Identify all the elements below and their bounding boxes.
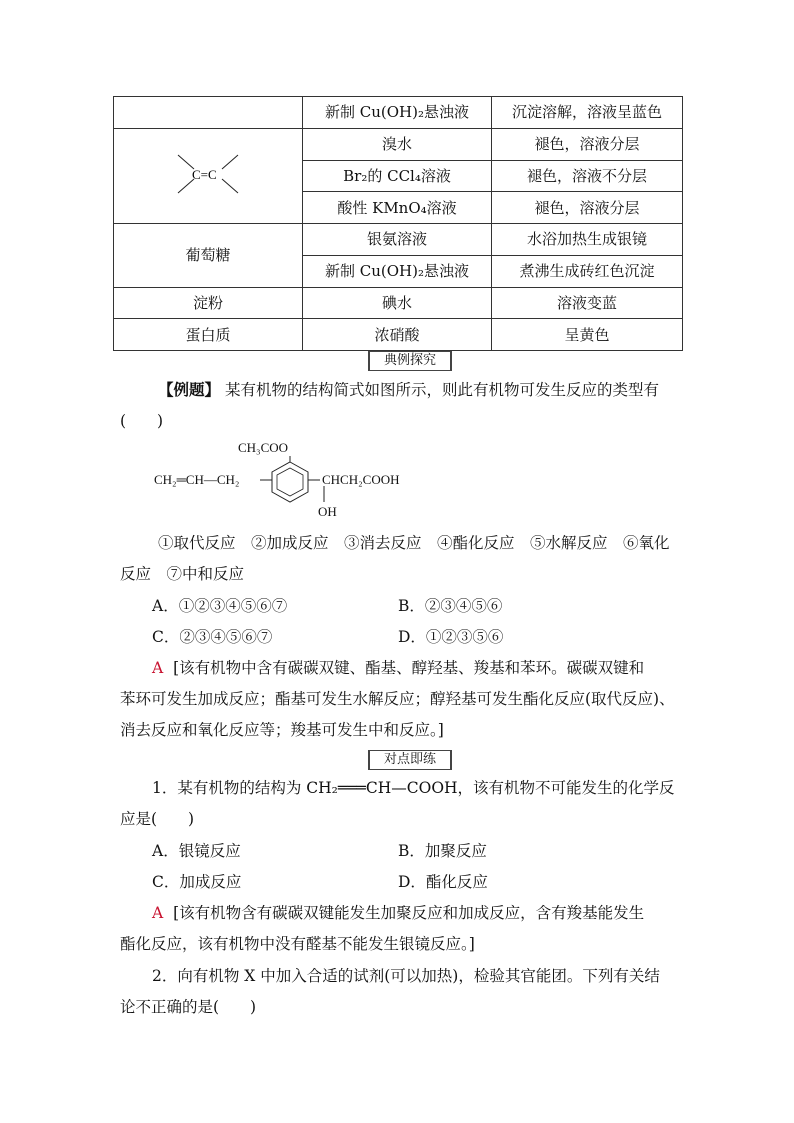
example-label: 【例题】 bbox=[158, 380, 221, 399]
table-row bbox=[114, 224, 683, 256]
table-cell: 煮沸生成砖红色沉淀 bbox=[492, 255, 683, 287]
example-explanation-line-1 bbox=[152, 658, 644, 678]
table-cell: 溴水 bbox=[303, 128, 492, 160]
example-option-b: B．②③④⑤⑥ bbox=[398, 597, 503, 615]
reaction-types-line-1: ①取代反应 ②加成反应 ③消去反应 ④酯化反应 ⑤水解反应 ⑥氧化 bbox=[158, 534, 670, 552]
q1-explanation-line-2: 酯化反应，该有机物中没有醛基不能发生银镜反应。] bbox=[120, 935, 475, 953]
table-cell: 葡萄糖 bbox=[114, 224, 303, 288]
table-row bbox=[114, 97, 683, 129]
q1-option-a: A．银镜反应 bbox=[152, 842, 241, 860]
q1-explanation-line-1 bbox=[152, 903, 644, 923]
example-option-c: C．②③④⑤⑥⑦ bbox=[152, 628, 273, 646]
table-row bbox=[114, 128, 683, 160]
example-explanation-text: [该有机物中含有碳碳双键、酯基、醇羟基、羧基和苯环。碳碳双键和 bbox=[173, 659, 645, 677]
table-cell: 浓硝酸 bbox=[303, 319, 492, 351]
example-option-a: A．①②③④⑤⑥⑦ bbox=[152, 597, 288, 615]
table-cell: 溶液变蓝 bbox=[492, 287, 683, 319]
section-tag-practice: 对点即练 bbox=[368, 750, 452, 770]
reaction-types-line-2: 反应 ⑦中和反应 bbox=[120, 565, 245, 583]
q1-line-2: 应是( ) bbox=[120, 810, 195, 828]
example-answer: A bbox=[152, 659, 164, 677]
table-row bbox=[114, 287, 683, 319]
table-cell: 沉淀溶解，溶液呈蓝色 bbox=[492, 97, 683, 129]
alkene-label: C=C bbox=[192, 167, 217, 183]
alkene-double-bond-diagram bbox=[168, 149, 248, 199]
organic-structure-diagram bbox=[150, 436, 430, 522]
q1-option-c: C．加成反应 bbox=[152, 873, 242, 891]
table-cell: 褪色，溶液分层 bbox=[492, 128, 683, 160]
table-cell bbox=[114, 97, 303, 129]
example-question-line bbox=[158, 380, 659, 400]
q1-answer: A bbox=[152, 904, 164, 922]
table-cell: 新制 Cu(OH)₂悬浊液 bbox=[303, 97, 492, 129]
table-cell: Br₂的 CCl₄溶液 bbox=[303, 160, 492, 192]
q1-option-b: B．加聚反应 bbox=[398, 842, 487, 860]
table-row bbox=[114, 319, 683, 351]
q2-line-2: 论不正确的是( ) bbox=[120, 998, 257, 1016]
table-cell: 新制 Cu(OH)₂悬浊液 bbox=[303, 255, 492, 287]
allyl-chain-label: CH₂═CH—CH₂ bbox=[154, 472, 240, 487]
hydroxyl-label: OH bbox=[318, 504, 337, 519]
q1-explanation-text: [该有机物含有碳碳双键能发生加聚反应和加成反应，含有羧基能发生 bbox=[173, 904, 645, 922]
side-chain-label: CHCH₂COOH bbox=[322, 472, 400, 487]
table-cell: 蛋白质 bbox=[114, 319, 303, 351]
reagent-table bbox=[113, 96, 683, 351]
table-cell: 银氨溶液 bbox=[303, 224, 492, 256]
q1-option-d: D．酯化反应 bbox=[398, 873, 488, 891]
acetyl-group-label: CH₃COO bbox=[238, 440, 289, 455]
table-cell: 淀粉 bbox=[114, 287, 303, 319]
example-question: 某有机物的结构简式如图所示，则此有机物可发生反应的类型有 bbox=[224, 381, 659, 399]
example-explanation-line-3: 消去反应和氧化反应等；羧基可发生中和反应。] bbox=[120, 721, 444, 739]
table-cell: 褪色，溶液分层 bbox=[492, 192, 683, 224]
table-cell: 褪色，溶液不分层 bbox=[492, 160, 683, 192]
example-paren: ( ) bbox=[120, 412, 164, 430]
q1-line-1: 1．某有机物的结构为 CH₂═══CH—COOH，该有机物不可能发生的化学反 bbox=[152, 779, 675, 797]
example-explanation-line-2: 苯环可发生加成反应；酯基可发生水解反应；醇羟基可发生酯化反应(取代反应)、 bbox=[120, 690, 675, 708]
benzene-ring bbox=[260, 456, 324, 502]
table-cell: 碘水 bbox=[303, 287, 492, 319]
table-cell: 呈黄色 bbox=[492, 319, 683, 351]
table-cell: 水浴加热生成银镜 bbox=[492, 224, 683, 256]
table-cell: 酸性 KMnO₄溶液 bbox=[303, 192, 492, 224]
example-option-d: D．①②③⑤⑥ bbox=[398, 628, 504, 646]
section-tag-example: 典例探究 bbox=[368, 351, 452, 371]
q2-line-1: 2．向有机物 X 中加入合适的试剂(可以加热)，检验其官能团。下列有关结 bbox=[152, 967, 660, 985]
alkene-structure-cell bbox=[114, 128, 303, 223]
